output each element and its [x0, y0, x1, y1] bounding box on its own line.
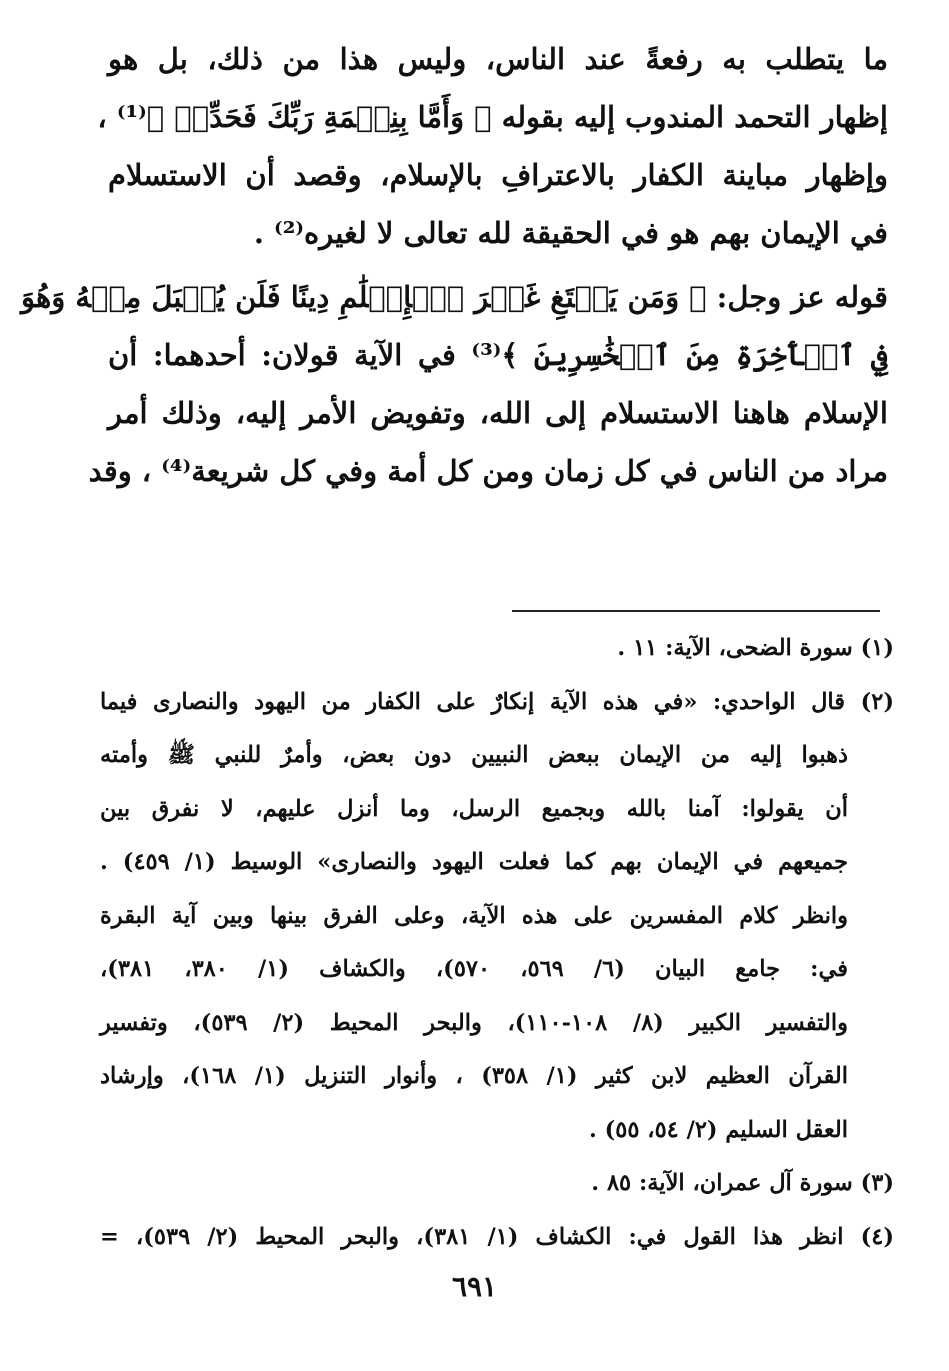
footnote-line: (٤) انظر هذا القول في: الكشاف (١/ ٣٨١)، والبحر المحيط (٢/ ٥٣٩)، =	[100, 1223, 894, 1250]
main-text	[21, 30, 888, 500]
text-line: فِي ٱلۡأٓخِرَةِ مِنَ ٱلۡخَٰسِرِينَ ﴾⁽³⁾ في الآية قولان: أحدهما: أن	[108, 338, 888, 372]
footnote-line: العقل السليم (٢/ ٥٤، ٥٥) .	[588, 1116, 848, 1143]
footnote-line: القرآن العظيم لابن كثير (١/ ٣٥٨) ، وأنوار التنزيل (١/ ١٦٨)، وإرشاد	[100, 1063, 848, 1089]
text-line: إظهار التحمد المندوب إليه بقوله ﴿ وَأَمَّا بِنِعۡمَةِ رَبِّكَ فَحَدِّثۡ ﴾⁽¹⁾ ،	[97, 100, 888, 134]
text-line: قوله عز وجل: ﴿ وَمَن يَبۡتَغِ غَيۡرَ ٱلۡإِسۡلَٰمِ دِينًا فَلَن يُقۡبَلَ مِنۡهُ وَهُوَ	[21, 280, 888, 314]
footnote-line: جميعهم في الإيمان بهم كما فعلت اليهود والنصارى» الوسيط (١/ ٤٥٩) .	[100, 849, 848, 875]
footnotes	[100, 622, 894, 1264]
footnote-1	[100, 622, 894, 676]
footnote-line: (٣) سورة آل عمران، الآية: ٨٥ .	[591, 1170, 894, 1196]
page-number: ٦٩١	[451, 1270, 498, 1303]
footnote-separator	[512, 610, 880, 612]
footnote-line: وانظر كلام المفسرين على هذه الآية، وعلى الفرق بينها وبين آية البقرة	[100, 902, 848, 929]
paragraph	[21, 268, 888, 500]
text-line: الإسلام هاهنا الاستسلام إلى الله، وتفويض الأمر إليه، وذلك أمر	[108, 396, 888, 430]
text-line: مراد من الناس في كل زمان ومن كل أمة وفي كل شريعة⁽⁴⁾ ، وقد	[88, 454, 888, 488]
footnote-2	[100, 676, 894, 1158]
footnote-line: ذهبوا إليه من الإيمان ببعض النبيين دون بعض، وأمرٌ للنبي ﷺ وأمته	[100, 742, 848, 768]
text-line: ما يتطلب به رفعةً عند الناس، وليس هذا من ذلك، بل هو	[108, 42, 888, 76]
paragraph	[97, 30, 888, 262]
footnote-line: (٢) قال الواحدي: «في هذه الآية إنكارٌ على الكفار من اليهود والنصارى فيما	[100, 688, 894, 715]
footnote-3	[100, 1157, 894, 1211]
footnote-line: في: جامع البيان (٦/ ٥٦٩، ٥٧٠)، والكشاف (١/ ٣٨٠، ٣٨١)،	[100, 956, 848, 982]
text-line: وإظهار مباينة الكفار بالاعترافِ بالإسلام، وقصد أن الاستسلام	[108, 158, 888, 192]
footnote-4	[100, 1211, 894, 1265]
footnote-line: أن يقولوا: آمنا بالله وبجميع الرسل، وما أنزل عليهم، لا نفرق بين	[100, 795, 848, 822]
text-line: في الإيمان بهم هو في الحقيقة لله تعالى لا لغيره⁽²⁾ .	[253, 216, 888, 250]
footnote-line: (١) سورة الضحى، الآية: ١١ .	[617, 635, 894, 661]
footnote-line: والتفسير الكبير (٨/ ١٠٨-١١٠)، والبحر المحيط (٢/ ٥٣٩)، وتفسير	[100, 1009, 848, 1036]
